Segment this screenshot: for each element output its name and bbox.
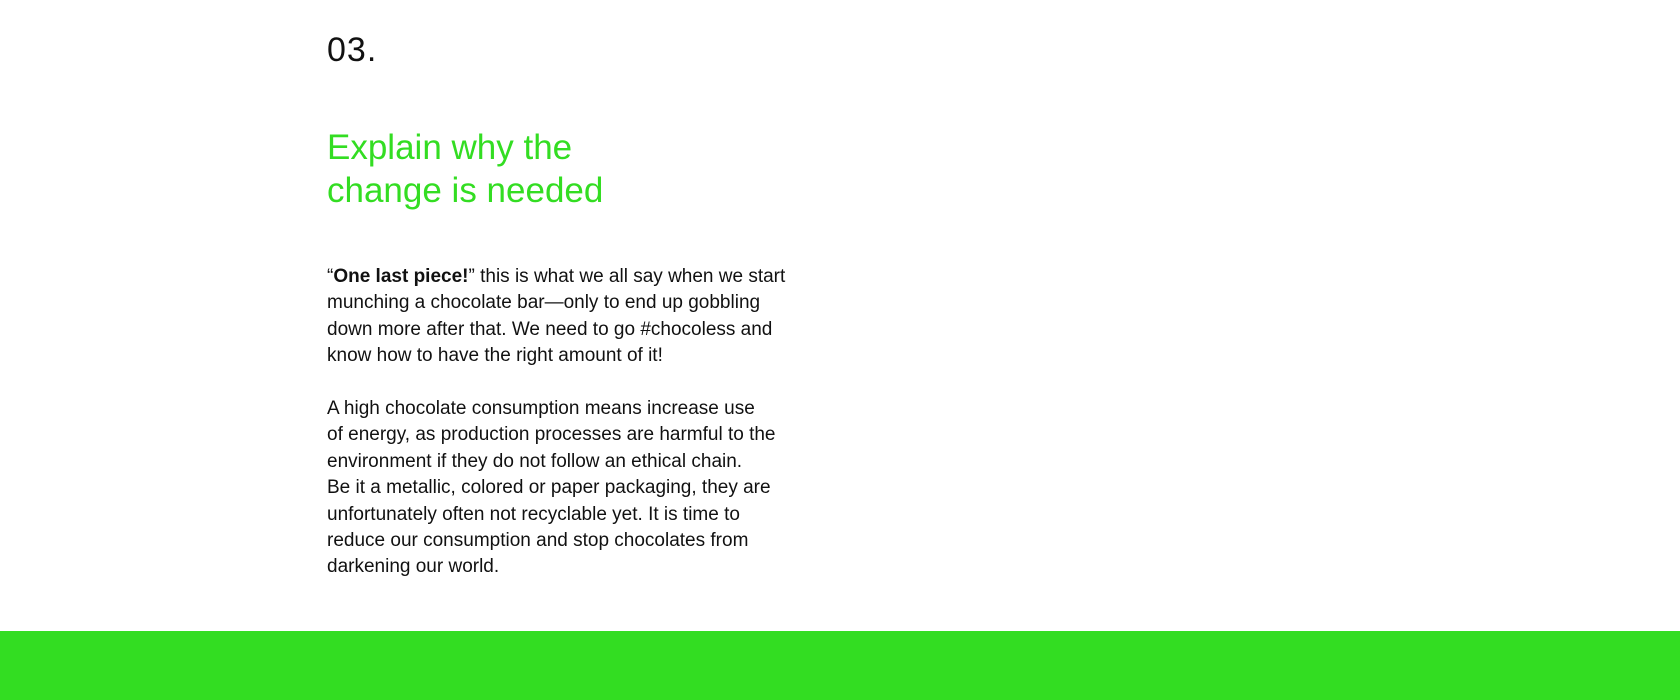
section-title-line-1: Explain why the bbox=[327, 128, 573, 167]
explanation-line: unfortunately often not recyclable yet. It is time to bbox=[327, 503, 740, 525]
explanation-line: darkening our world. bbox=[327, 556, 500, 578]
intro-line-1 bbox=[327, 264, 827, 290]
open-quote: “ bbox=[327, 266, 334, 287]
section-title bbox=[327, 126, 747, 212]
intro-line-3: down more after that. We need to go #chocoless and bbox=[327, 318, 773, 340]
explanation-line: Be it a metallic, colored or paper packaging, they are bbox=[327, 477, 771, 499]
intro-line-1-rest: ” this is what we all say when we start bbox=[468, 266, 786, 287]
bold-quote: One last piece! bbox=[333, 266, 469, 287]
intro-paragraph bbox=[327, 264, 827, 370]
green-footer-band bbox=[0, 631, 1680, 700]
explanation-line: reduce our consumption and stop chocolates from bbox=[327, 530, 749, 552]
explanation-paragraph bbox=[327, 396, 827, 581]
explanation-line: A high chocolate consumption means increase use bbox=[327, 398, 755, 419]
section-title-line-2: change is needed bbox=[327, 171, 604, 210]
explanation-line: environment if they do not follow an ethical chain. bbox=[327, 450, 743, 472]
explanation-line: of energy, as production processes are harmful to the bbox=[327, 424, 776, 446]
section-number: 03. bbox=[327, 31, 378, 69]
intro-line-4: know how to have the right amount of it! bbox=[327, 345, 663, 367]
intro-line-2: munching a chocolate bar—only to end up gobbling bbox=[327, 292, 761, 314]
